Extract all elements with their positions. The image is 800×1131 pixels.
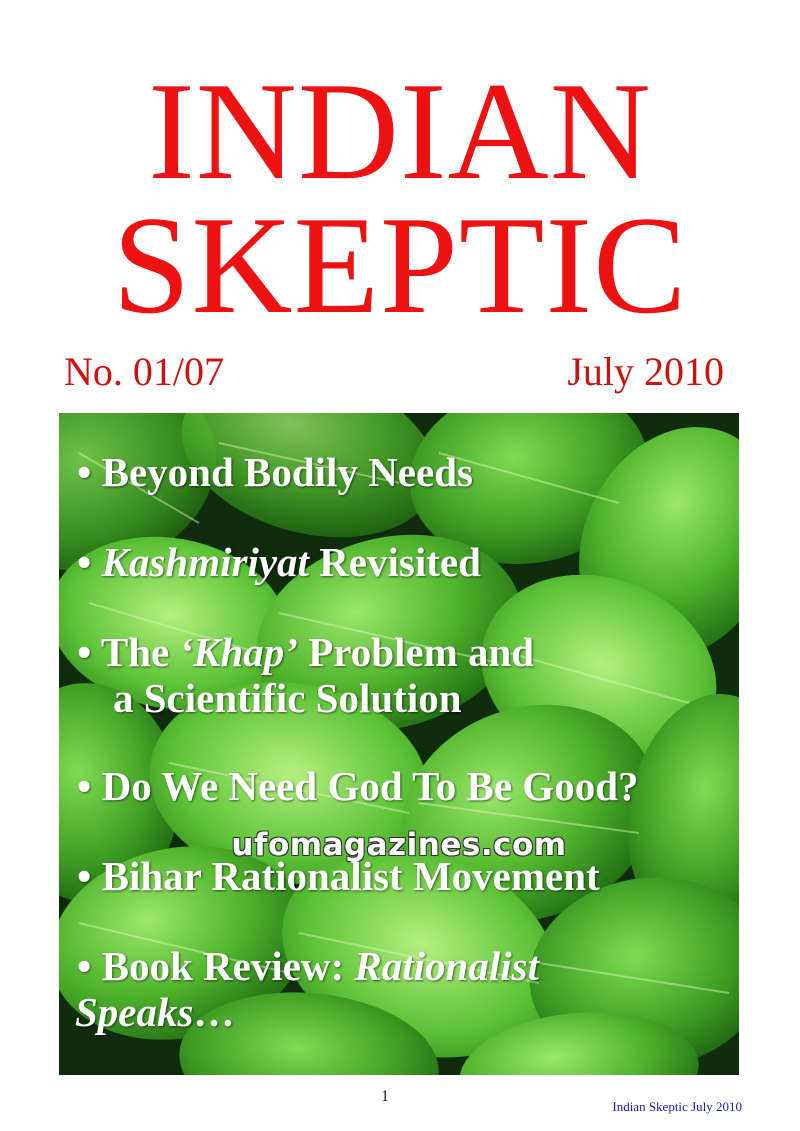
cover-photo — [59, 413, 739, 1075]
issue-number: No. 01/07 — [64, 349, 224, 394]
headline-2: • Kashmiriyat Revisited — [77, 539, 481, 585]
headline-list — [59, 413, 739, 1075]
headline-4: • Do We Need God To Be Good? — [77, 763, 639, 809]
headline-1: • Beyond Bodily Needs — [77, 449, 473, 495]
issue-date: July 2010 — [567, 349, 724, 394]
headline-3: • The ‘Khap’ Problem and a Scientific Solution — [77, 629, 535, 721]
headline-5: • Bihar Rationalist Movement — [77, 853, 600, 899]
masthead-line-2: SKEPTIC — [112, 188, 688, 343]
watermark-text: ufomagazines.com — [231, 827, 567, 863]
footer-text: Indian Skeptic July 2010 — [612, 1099, 742, 1114]
masthead-line-1: INDIAN — [148, 54, 652, 209]
page-number: 1 — [381, 1088, 389, 1105]
headline-6: • Book Review: Rationalist Speaks… — [75, 943, 539, 1035]
